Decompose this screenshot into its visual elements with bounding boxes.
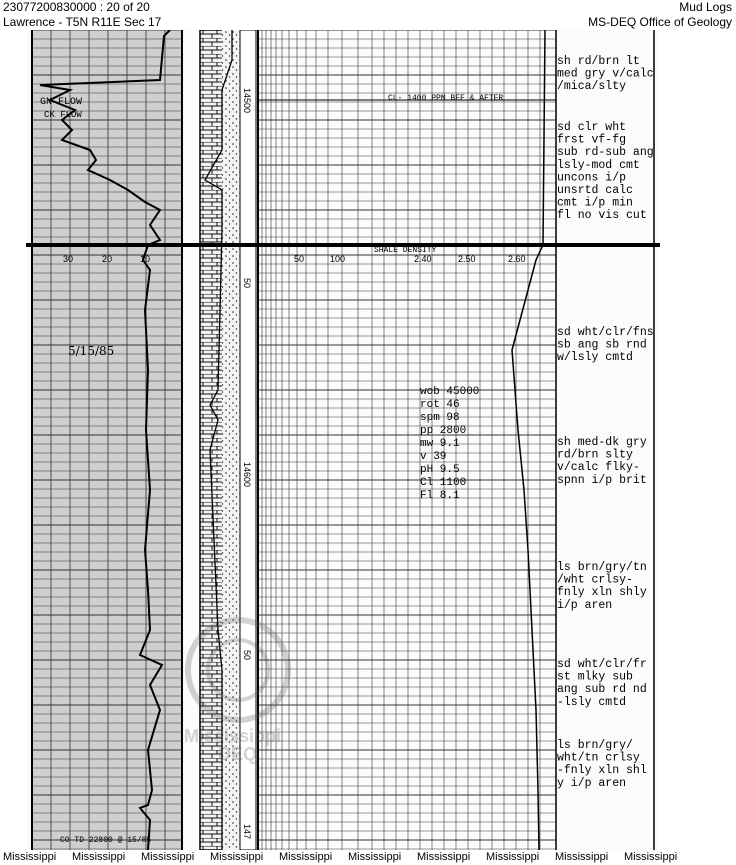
description-line: -lsly cmtd xyxy=(557,695,627,709)
mud-log-scan xyxy=(0,30,736,850)
description-line: y i/p aren xyxy=(557,776,627,790)
location: Lawrence - T5N R11E Sec 17 xyxy=(3,15,162,29)
flow-label-ck: CK FLOW xyxy=(44,110,82,120)
description-line: wht/tn crlsy xyxy=(557,751,640,765)
description-line: sh med-dk gry xyxy=(557,436,647,449)
footer-watermark: Mississippi xyxy=(279,851,333,863)
description-line: sh rd/brn lt xyxy=(557,55,640,68)
description-line: lsly-mod cmt xyxy=(557,158,640,172)
mud-prop: spm 98 xyxy=(420,412,460,424)
doc-type: Mud Logs xyxy=(679,0,732,14)
description-line: fl no vis cut xyxy=(557,209,647,223)
watermark-line1: Mississippi xyxy=(184,726,282,746)
chloride-note: CL- 1400 PPM BEF & AFTER xyxy=(388,94,504,103)
description-line: sd wht/clr/fr xyxy=(557,658,647,671)
description-line: rd/brn slty xyxy=(557,448,633,462)
description-line: sb ang sb rnd xyxy=(557,338,647,352)
footer-watermark: Mississippi xyxy=(3,851,57,863)
mid-scale-50: 50 xyxy=(294,254,305,264)
description-line: cmt i/p min xyxy=(557,196,633,210)
description-line: v/calc flky- xyxy=(557,461,640,475)
footer-strip xyxy=(0,850,736,865)
footer-watermark: Mississippi xyxy=(348,851,402,863)
mud-prop: pH 9.5 xyxy=(420,464,460,476)
density-scale-260: 2.60 xyxy=(508,254,526,264)
depth-label: 50 xyxy=(242,278,252,289)
mud-prop: mw 9.1 xyxy=(420,438,460,450)
description-line: w/lsly cmtd xyxy=(557,351,633,365)
density-scale-240: 2.40 xyxy=(414,254,432,264)
footer-watermark: Mississippi xyxy=(486,851,540,863)
mud-prop: pp 2800 xyxy=(420,425,467,437)
description-line: sd clr wht xyxy=(557,121,627,134)
description-line: frst vf-fg xyxy=(557,133,627,147)
header-left xyxy=(3,0,161,30)
left-scale-10: 10 xyxy=(140,254,151,264)
mud-prop: rot 46 xyxy=(420,399,460,411)
depth-label: 147 xyxy=(242,824,252,840)
description-line: /mica/slty xyxy=(557,80,627,94)
left-scale-20: 20 xyxy=(102,254,113,264)
mud-prop: wob 45000 xyxy=(420,386,480,398)
description-line: fnly xln shly xyxy=(557,586,647,600)
depth-label: 50 xyxy=(242,650,252,661)
watermark-line2: DEQ xyxy=(218,744,258,764)
depth-label: 14600 xyxy=(242,462,252,488)
description-line: st mlky sub xyxy=(557,670,633,684)
footer-watermark: Mississippi xyxy=(555,851,609,863)
footer-watermark: Mississippi xyxy=(624,851,678,863)
description-line: ang sub rd nd xyxy=(557,683,647,697)
mud-prop: Cl 1100 xyxy=(420,477,467,489)
left-scale-30: 30 xyxy=(63,254,74,264)
bottom-note: CO TD 22800 @ 15/85 xyxy=(60,836,152,845)
description-line: uncons i/p xyxy=(557,171,627,185)
shale-density-label: SHALE DENSITY xyxy=(374,246,437,255)
density-scale-250: 2.50 xyxy=(458,254,476,264)
footer-watermark: Mississippi xyxy=(417,851,471,863)
description-line: /wht crlsy- xyxy=(557,573,633,587)
description-line: i/p aren xyxy=(557,598,613,612)
mid-scale-100: 100 xyxy=(330,254,346,264)
depth-label: 14500 xyxy=(242,88,252,114)
header-right xyxy=(588,0,732,30)
api-number: 23077200830000 : 20 of 20 xyxy=(3,0,150,14)
description-line: sub rd-sub ang xyxy=(557,146,654,160)
flow-label-gn: GN FLOW xyxy=(40,97,83,108)
description-line: ls brn/gry/tn xyxy=(557,561,647,574)
rate-track-shade xyxy=(32,30,182,850)
footer-watermark: Mississippi xyxy=(210,851,264,863)
footer-watermark: Mississippi xyxy=(72,851,126,863)
description-line: -fnly xln shl xyxy=(557,764,647,778)
agency: MS-DEQ Office of Geology xyxy=(588,15,732,29)
date-note: 5/15/85 xyxy=(68,344,115,358)
description-line: med gry v/calc xyxy=(557,67,654,81)
mud-prop: Fl 8.1 xyxy=(420,490,460,502)
description-line: unsrtd calc xyxy=(557,184,633,197)
footer-watermark: Mississippi xyxy=(141,851,195,863)
description-line: spnn i/p brit xyxy=(557,473,647,487)
description-line: sd wht/clr/fns xyxy=(557,326,654,339)
description-line: ls brn/gry/ xyxy=(557,739,633,752)
mud-prop: v 39 xyxy=(420,451,447,463)
